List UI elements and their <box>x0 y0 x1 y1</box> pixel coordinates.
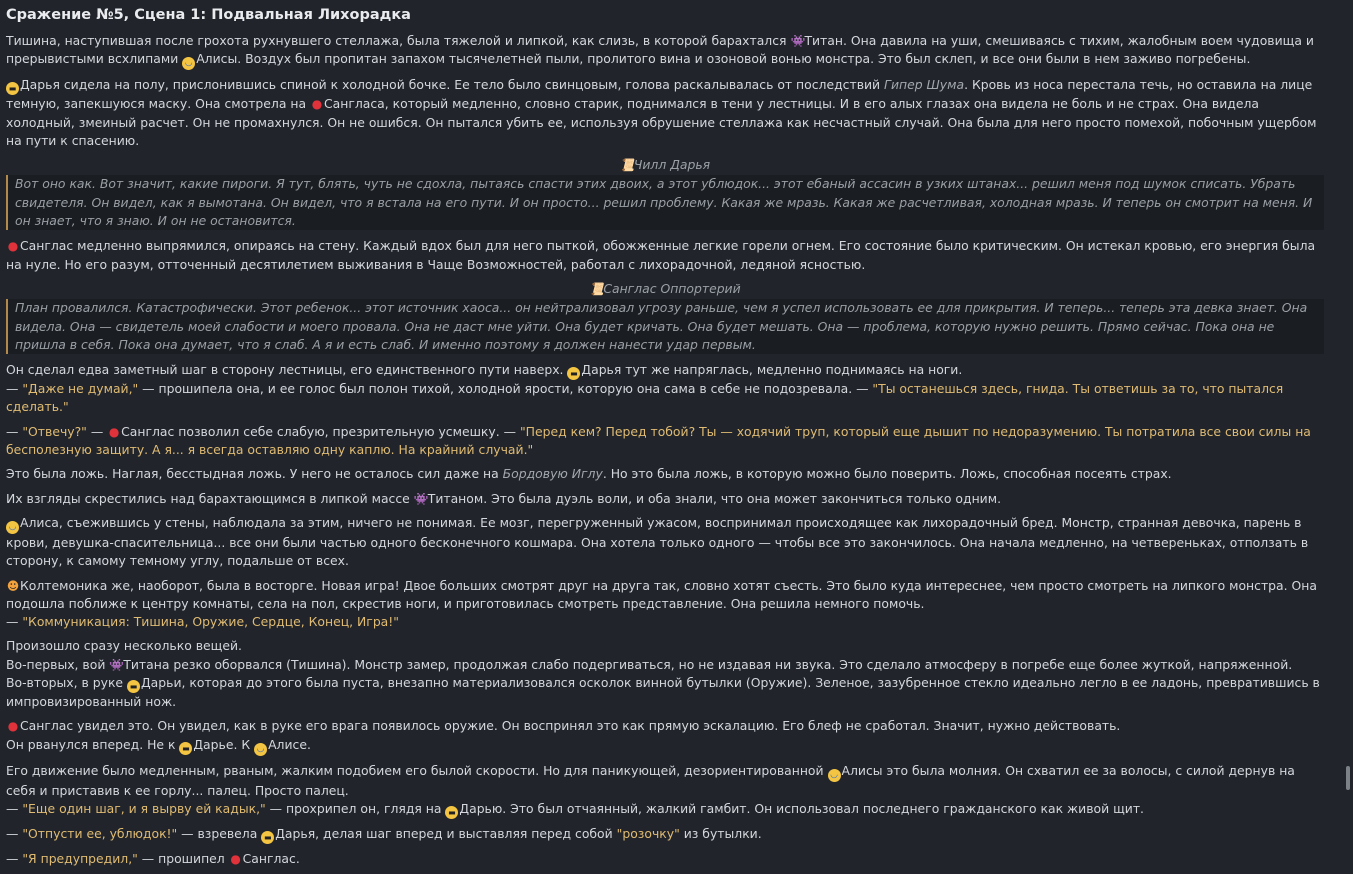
sunglasses-face-icon: ▬ <box>6 82 19 95</box>
dialogue-quote: "Отпусти ее, ублюдок!" <box>22 825 178 841</box>
paragraph: ● Санглас увидел это. Он увидел, как в руке его врага появилось оружие. Он воспринял это как прямую эскалацию. Его блеф не сработал. Значит, нужно действовать. Он рванулся вперед. Не к ▬ Дарье. К ◡ Алисе. <box>6 718 1121 754</box>
dialogue-quote: "Ты останешься здесь, гнида. Ты ответишь за то, что пытался сделать." <box>6 381 1284 415</box>
scene-title: Сражение №5, Сцена 1: Подвальная Лихорадка <box>6 7 411 23</box>
sunglasses-face-icon: ▬ <box>261 831 274 844</box>
drop-of-blood-icon: ● <box>108 424 120 439</box>
sunglasses-face-icon: ▬ <box>179 742 192 755</box>
paragraph: ☻Колтемоника же, наоборот, была в восторге. Новая игра! Двое больших смотрят друг на друга так, словно хотят съесть. Это было куда интереснее, чем просто смотреть на липкого монстра. Она подошла поближе к центру комнаты, села на пол, скрестив ноги, и приготовилась смотреть представление. Она решила немного помочь. — "Коммуникация: Тишина, Оружие, Сердце, Конец, Игра!" <box>6 577 1317 630</box>
dialogue-quote: "Коммуникация: Тишина, Оружие, Сердце, Конец, Игра!" <box>22 614 399 630</box>
paragraph: ▬ Дарья сидела на полу, прислонившись спиной к холодной бочке. Ее тело было свинцовым, голова раскалывалась от последствий Гипер Шума. Кровь из носа перестала течь, но оставила на лице темную, запекшуюся маску. Она смотрела на ● Сангласа, который медленно, словно старик, поднимался в тени у лестницы. И в его алых глазах она видела не боль и не страх. Она видела холодный, змеиный расчет. Он не промахнулся. Он не ошибся. Он пытался убить ее, используя обрушение стеллажа как несчастный случай. Она была для него просто помехой, побочным ущербом на пути к спасению. <box>6 77 1317 148</box>
paragraph: — "Отпусти ее, ублюдок!" — взревела ▬ Дарья, делая шаг вперед и выставляя перед собой "розочку" из бутылки. <box>6 825 762 842</box>
paragraph: Их взгляды скрестились над барахтающимся в липкой массе 👾Титаном. Это была дуэль воли, и оба знали, что она может закончиться только одним. <box>6 490 1002 506</box>
paragraph: ◡ Алиса, съежившись у стены, наблюдала за этим, ничего не понимая. Ее мозг, перегруженный ужасом, воспринимал происходящее как лихорадочный бред. Монстр, странная девочка, парень в крови, девушка-спасительница... все они были частью одного бесконечного кошмара. Она хотела только одного — чтобы все это закончилось. Она начала медленно, на четвереньках, отползать в сторону, к самому темному углу, подальше от всех. <box>6 514 1309 569</box>
drop-of-blood-icon: ● <box>7 719 19 734</box>
crying-face-icon: ◡ <box>254 743 267 756</box>
alien-icon: 👾 <box>790 34 806 48</box>
thought-header: 📜Санглас Оппортерий <box>589 280 741 296</box>
face-icon: ☻ <box>6 578 20 593</box>
paragraph: — "Отвечу?" — ● Санглас позволил себе слабую, презрительную усмешку. — "Перед кем? Перед тобой? Ты — ходячий труп, который еще дышит по недоразумению. Ты потратила все свои силы на бесполезную защиту. А я... я всегда оставляю одну каплю. На крайний случай." <box>6 423 1311 458</box>
paragraph: Это была ложь. Наглая, бесстыдная ложь. У него не осталось сил даже на Бордовую Иглу. Но это была ложь, в которую можно было поверить. Ложь, способная посеять страх. <box>6 466 1172 482</box>
drop-of-blood-icon: ● <box>7 239 19 254</box>
paragraph: Его движение было медленным, рваным, жалким подобием его былой скорости. Но для паникующей, дезориентированной ◡ Алисы это была молния. Он схватил ее за волосы, с силой дернув на себя и приставив к ее горлу... палец. Просто палец. — "Еще один шаг, и я вырву ей кадык," — прохрипел он, глядя на ▬ Дарью. Это был отчаянный, жалкий гамбит. Он использовал последнего гражданского как живой щит. <box>6 762 1295 817</box>
dialogue-quote: "розочку" <box>616 825 680 841</box>
dialogue-quote: "Отвечу?" <box>22 423 87 439</box>
paragraph: ● Санглас медленно выпрямился, опираясь на стену. Каждый вдох был для него пыткой, обожженные легкие горели огнем. Его состояние было критическим. Он истекал кровью, его энергия была на нуле. Но его разум, отточенный десятилетием выживания в Чаще Возможностей, работал с лихорадочной, ледяной ясностью. <box>6 238 1316 272</box>
thought-header: 📜Чилл Дарья <box>619 157 711 173</box>
sunglasses-face-icon: ▬ <box>445 806 458 819</box>
dialogue-quote: "Я предупредил," <box>22 850 138 866</box>
dialogue-quote: "Еще один шаг, и я вырву ей кадык," <box>22 800 266 816</box>
alien-icon: 👾 <box>413 491 429 506</box>
scroll-icon: 📜 <box>619 158 635 173</box>
drop-of-blood-icon: ● <box>311 97 323 112</box>
dialogue-quote: "Перед кем? Перед тобой? Ты — ходячий труп, который еще дышит по недоразумению. Ты потратила все свои силы на бесполезную защиту. А я... я всегда оставляю одну каплю. На крайний случай." <box>6 423 1311 458</box>
alien-icon: 👾 <box>109 657 125 672</box>
sunglasses-face-icon: ▬ <box>127 680 140 693</box>
ability-name: Бордовую Иглу <box>502 466 603 482</box>
scroll-icon: 📜 <box>589 281 605 296</box>
thought-block: Вот оно как. Вот значит, какие пироги. Я тут, блять, чуть не сдохла, пытаясь спасти этих двоих, а этот ублюдок... этот ебаный ассасин в узких штанах... решил меня под шумок списать. Убрать свидетеля. Он видел, как я вымотана. Он видел, что я встала на его пути. И он просто... решил проблему. Какая же мразь. Какая же расчетливая, холодная мразь. И теперь он смотрит на меня. И он знает, что я знаю. И он не остановится. <box>6 175 1324 230</box>
scrollbar-thumb[interactable] <box>1346 766 1350 790</box>
paragraph: Тишина, наступившая после грохота рухнувшего стеллажа, была тяжелой и липкой, как слизь, в которой барахтался 👾Титан. Она давила на уши, смешиваясь с тихим, жалобным воем чудовища и прерывистыми всхлипами ◡ Алисы. Воздух был пропитан запахом тысячелетней пыли, пролитого вина и озоновой вонью монстра. Это был склеп, и все они были в нем заживо погребены. <box>6 33 1314 69</box>
thought-block: План провалился. Катастрофически. Этот ребенок... этот источник хаоса... он нейтрализовал угрозу раньше, чем я успел использовать ее для прикрытия. И теперь... теперь эта девка знает. Она видела. Она — свидетель моей слабости и моего провала. Она не даст мне уйти. Она будет кричать. Она будет мешать. Она — проблема, которую нужно решить. Прямо сейчас. Пока она не пришла в себя. Пока она думает, что я слаб. А я и есть слаб. И именно поэтому я должен нанести удар первым. <box>6 299 1324 354</box>
drop-of-blood-icon: ● <box>230 851 241 866</box>
message-content <box>6 5 1324 874</box>
paragraph: Он сделал едва заметный шаг в сторону лестницы, его единственного пути наверх. ▬ Дарья тут же напряглась, медленно поднимаясь на ноги. — "Даже не думай," — прошипела она, и ее голос был полон тихой, холодной ярости, которую она сама в себе не подозревала. — "Ты останешься здесь, гнида. Ты ответишь за то, что пытался сделать." <box>6 362 1284 415</box>
crying-face-icon: ◡ <box>6 521 19 534</box>
dialogue-quote: "Даже не думай," <box>22 381 139 397</box>
paragraph: Произошло сразу несколько вещей. Во-первых, вой 👾Титана резко оборвался (Тишина). Монстр замер, продолжая слабо подергиваться, но не издавая ни звука. Это сделало атмосферу в погребе еще более жуткой, напряженной. Во-вторых, в руке ▬ Дарьи, которая до этого была пуста, внезапно материализовался осколок винной бутылки (Оружие). Зеленое, зазубренное стекло идеально легло в ее ладонь, превратившись в импровизированный нож. <box>6 638 1320 710</box>
crying-face-icon: ◡ <box>182 57 195 70</box>
ability-name: Гипер Шума <box>884 77 965 93</box>
sunglasses-face-icon: ▬ <box>567 367 580 380</box>
paragraph: — "Я предупредил," — прошипел ● Санглас. <box>6 850 300 866</box>
crying-face-icon: ◡ <box>828 769 841 782</box>
